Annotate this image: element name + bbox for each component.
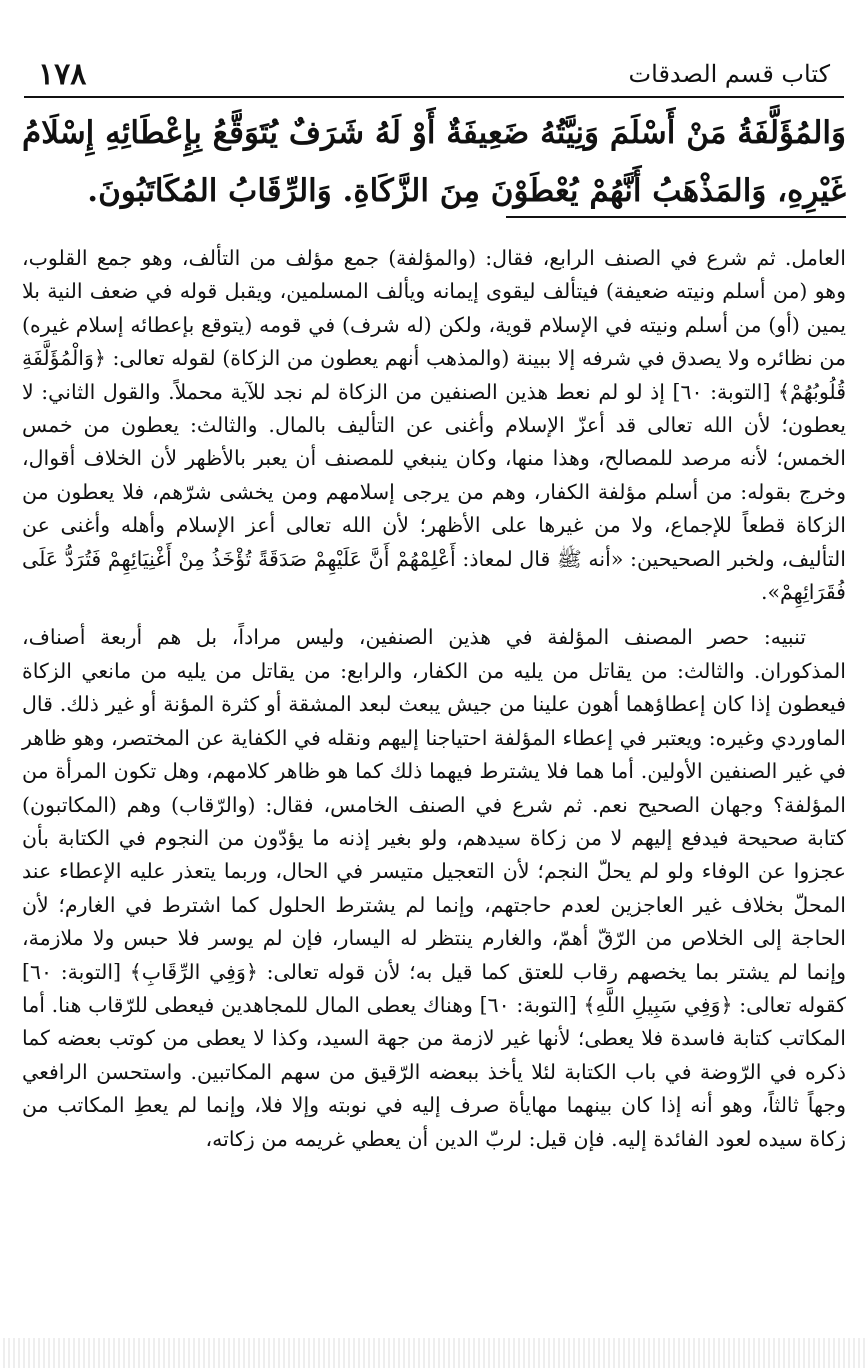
page-number: ١٧٨ <box>38 56 87 92</box>
matn-divider <box>506 216 846 218</box>
matn-text: وَالمُؤَلَّفَةُ مَنْ أَسْلَمَ وَنِيَّتُهُ ضَعِيفَةٌ أَوْ لَهُ شَرَفٌ يُتَوَقَّعُ بِإِعْطَائِهِ إِسْلَامُ غَيْرِهِ، وَالمَذْهَبُ أَنَّهُمْ يُعْطَوْنَ مِنَ الزَّكَاةِ. وَالرِّقَابُ المُكَاتَبُونَ. <box>22 115 846 209</box>
scan-bottom-edge <box>0 1338 868 1368</box>
commentary-paragraph: العامل. ثم شرع في الصنف الرابع، فقال: (والمؤلفة) جمع مؤلف من التألف، وهو جمع القلوب، وهو (من أسلم ونيته ضعيفة) فيتألف ليقوى إيمانه ويألف المسلمين، ويقبل قوله في ضعف النية بلا يمين (أو) من أسلم ونيته في الإسلام قوية، ولكن (له شرف) في قومه (يتوقع بإعطائه إسلام غيره) من نظائره ولا يصدق في شرفه إلا ببينة (والمذهب أنهم يعطون من الزكاة) لقوله تعالى: ﴿وَالْمُؤَلَّفَةِ قُلُوبُهُمْ﴾ [التوبة: ٦٠] إذ لو لم نعط هذين الصنفين من الزكاة لم نجد للآية محملاً. والقول الثاني: لا يعطون؛ لأن الله تعالى قد أعزّ الإسلام وأغنى عن التأليف بالمال. والثالث: يعطون من خمس الخمس؛ لأنه مرصد للمصالح، وهذا منها، وكان ينبغي للمصنف أن يعبر بالأظهر لأن الخلاف أقوال، وخرج بقوله: من أسلم مؤلفة الكفار، وهم من يرجى إسلامهم ومن يخشى شرّهم، فلا يعطون من الزكاة قطعاً للإجماع، ولا من غيرها على الأظهر؛ لأن الله تعالى أعز الإسلام وأهله وأغنى عن التأليف، ولخبر الصحيحين: «أنه ﷺ قال لمعاذ: أَعْلِمْهُمْ أَنَّ عَلَيْهِمْ صَدَقَةً تُؤْخَذُ مِنْ أَغْنِيَائِهِمْ فَتُرَدُّ عَلَى فُقَرَائِهِمْ». <box>22 246 846 605</box>
header-divider <box>24 96 844 98</box>
commentary <box>22 242 846 1156</box>
running-title: كتاب قسم الصدقات <box>628 60 830 88</box>
commentary-paragraph: تنبيه: حصر المصنف المؤلفة في هذين الصنفين، وليس مراداً، بل هم أربعة أصناف، المذكوران. والثالث: من يقاتل من يليه من الكفار، والرابع: من يقاتل من يليه من مانعي الزكاة فيعطون إذا كان إعطاؤهما أهون علينا من جيش يبعث لبعد المشقة أو كثرة المؤنة أو غير ذلك. قال الماوردي وغيره: ويعتبر في إعطاء المؤلفة احتياجنا إليهم ونقله في الكفاية عن المختصر، وهو ظاهر في غير الصنفين الأولين. أما هما فلا يشترط فيهما ذلك كما هو ظاهر كلامهم، وهل تكون المرأة من المؤلفة؟ وجهان الصحيح نعم. ثم شرع في الصنف الخامس، فقال: (والرّقاب) وهم (المكاتبون) كتابة صحيحة فيدفع إليهم لا من زكاة سيدهم، ولو بغير إذنه ما يؤدّون من النجوم في الكتابة بأن عجزوا عن الوفاء ولو لم يحلّ النجم؛ لأن التعجيل متيسر في الحال، وربما يتعذر عليه الإعطاء عند المحلّ بخلاف غير العاجزين لعدم حاجتهم، وإنما لم يشترط الحلول كما اشترط في الغارم؛ لأن الحاجة إلى الخلاص من الرّقّ أهمّ، والغارم ينتظر له اليسار، فإن لم يوسر فلا حبس ولا ملازمة، وإنما لم يشتر بما يخصهم رقاب للعتق كما قيل به؛ لأن قوله تعالى: ﴿وَفِي الرِّقَابِ﴾ [التوبة: ٦٠] كقوله تعالى: ﴿وَفِي سَبِيلِ اللَّهِ﴾ [التوبة: ٦٠] وهناك يعطى المال للمجاهدين فيعطى للرّقاب هنا. أما المكاتب كتابة فاسدة فلا يعطى؛ لأنها غير لازمة من جهة السيد، وكذا لا يعطى من كوتب بعضه كما ذكره في الرّوضة في باب الكتابة لئلا يأخذ ببعضه الرّقيق من سهم المكاتبين. واستحسن الرافعي وجهاً ثالثاً، وهو أنه إذا كان بينهما مهايأة صرف إليه في نوبته وإلا فلا، وإنما لم يعطِ المكاتب من زكاة سيده لعود الفائدة إليه. فإن قيل: لربّ الدين أن يعطي غريمه من زكاته، <box>22 625 846 1151</box>
page-header <box>38 54 830 94</box>
